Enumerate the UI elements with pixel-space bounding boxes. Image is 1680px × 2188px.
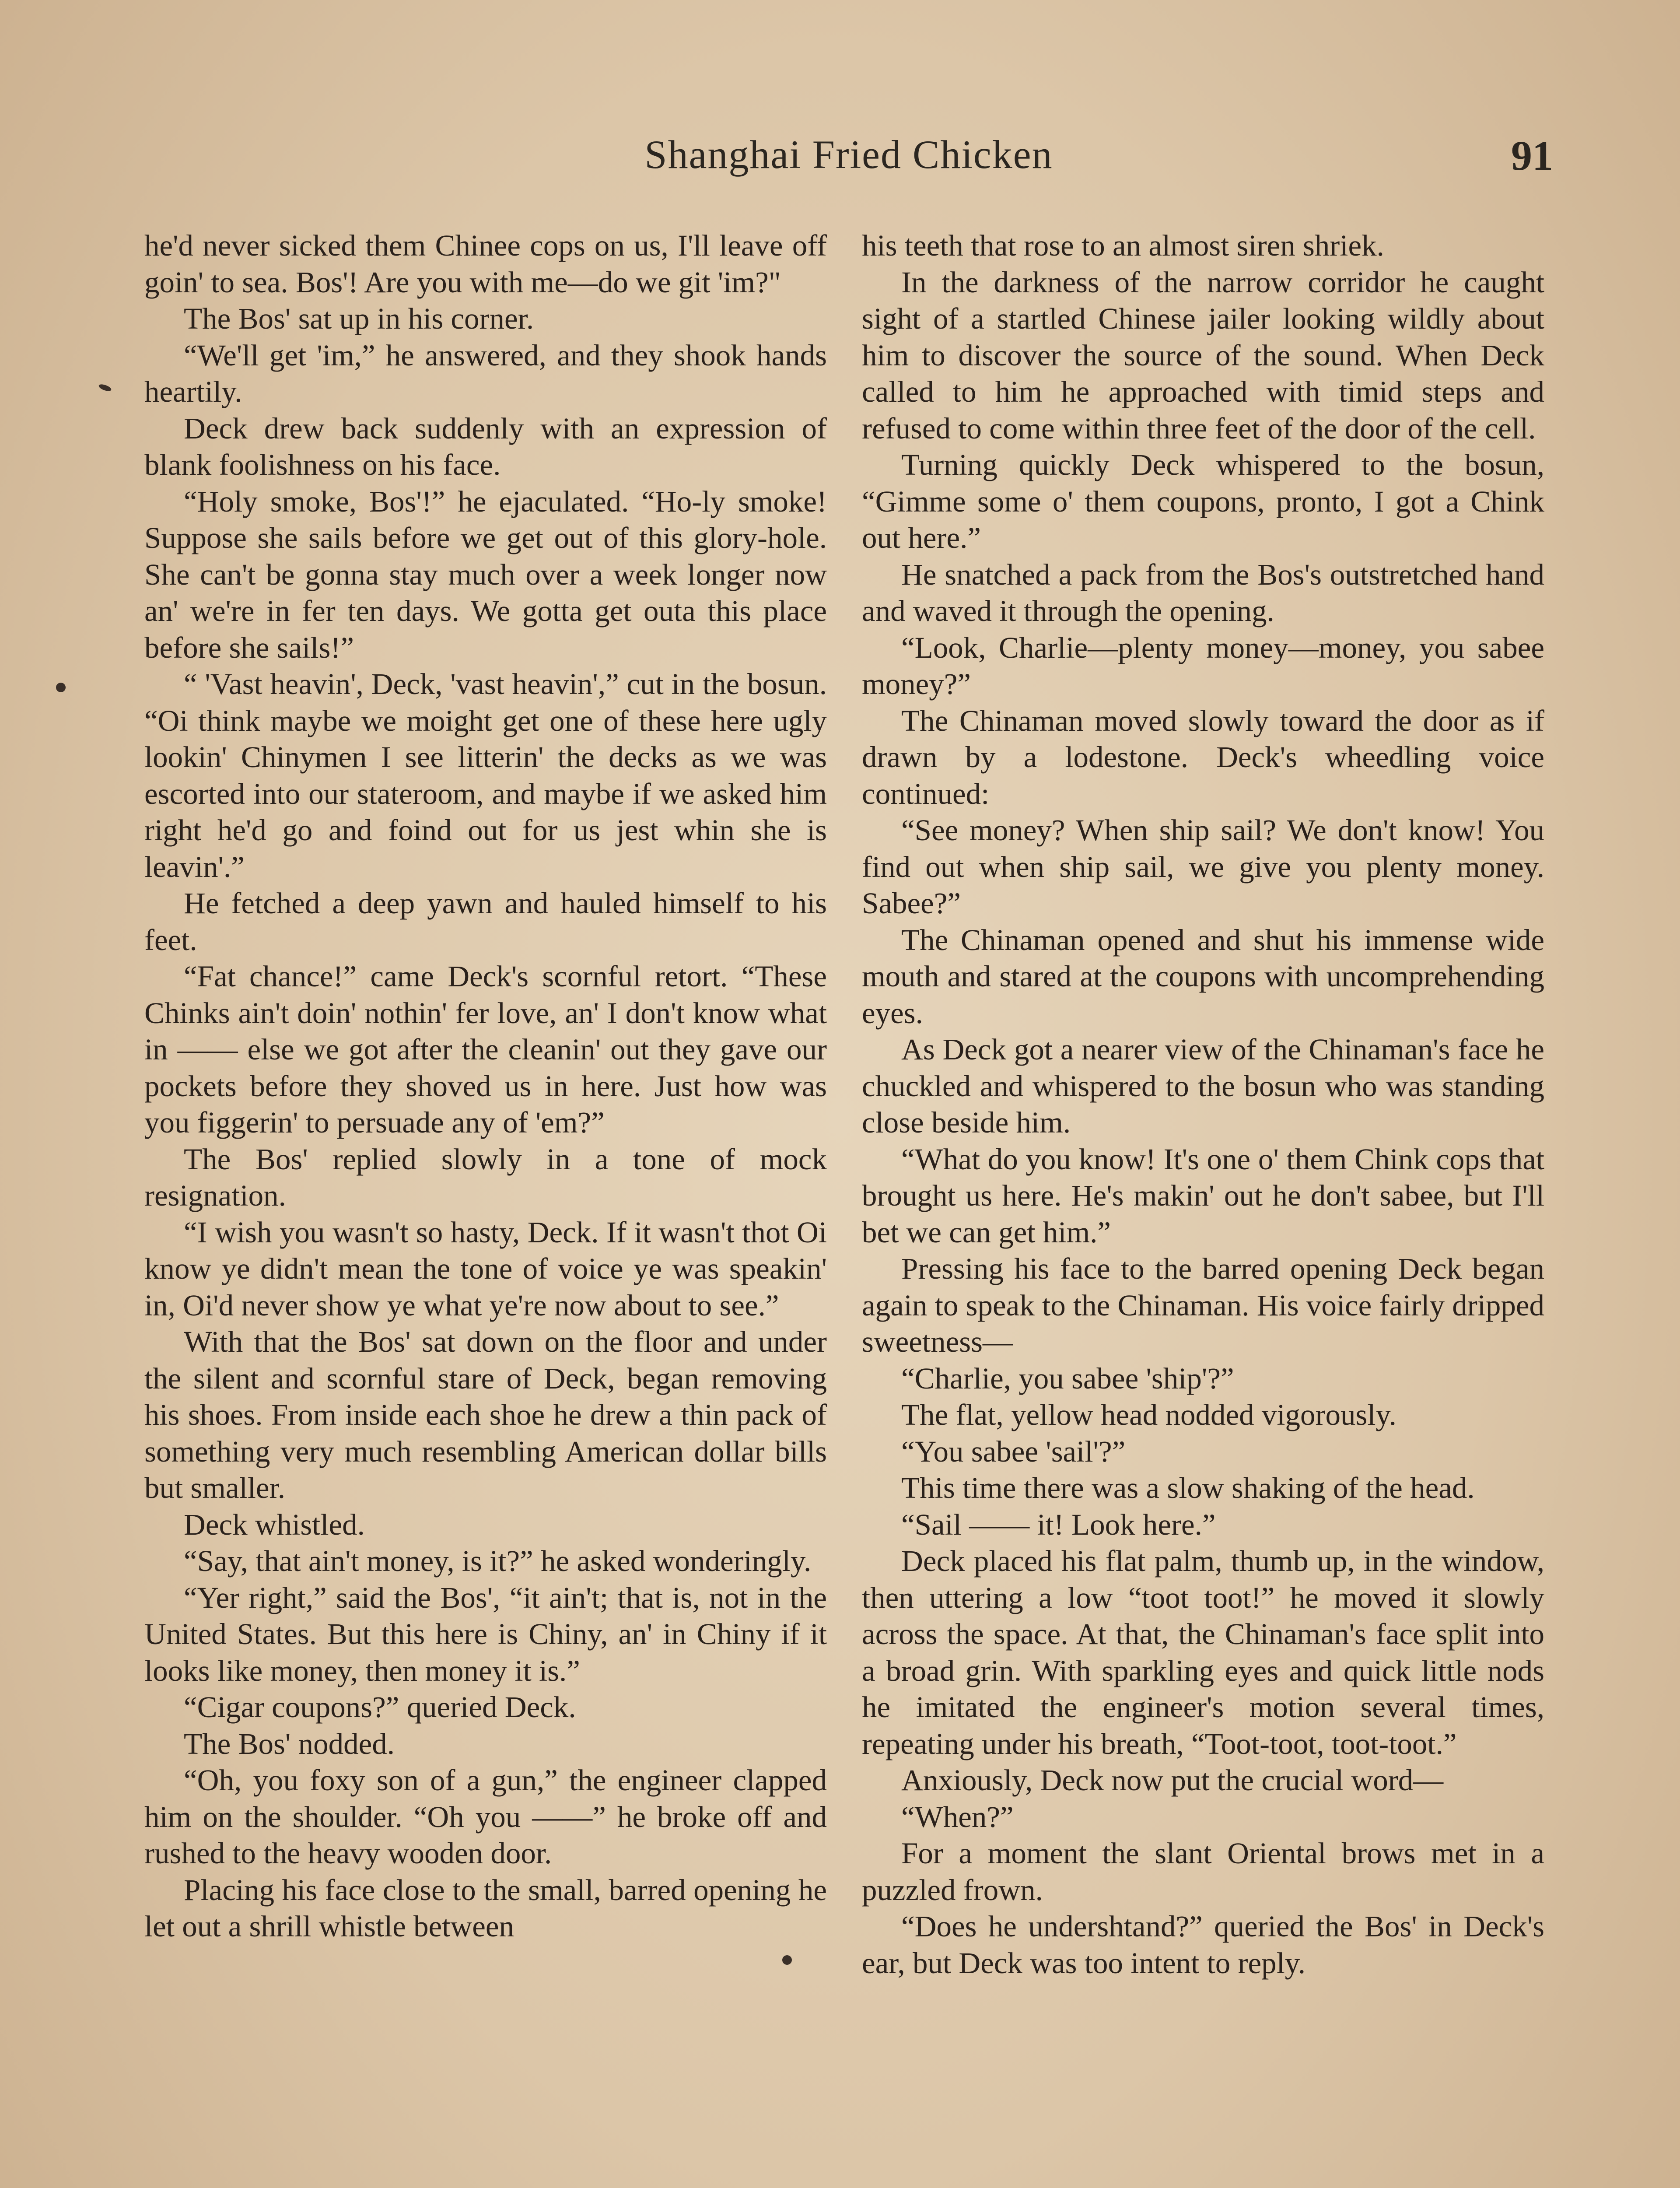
left-text-column: [144, 228, 827, 2188]
paragraph: Deck whistled.: [184, 1508, 365, 1541]
paragraph: He fetched a deep yawn and hauled himself to his feet.: [144, 887, 827, 957]
paragraph: “Does he undershtand?” queried the Bos' in Deck's ear, but Deck was too intent to reply.: [862, 1910, 1544, 1980]
paper-speck: [98, 383, 112, 393]
paragraph: This time there was a slow shaking of the head.: [901, 1471, 1475, 1504]
paragraph: “Say, that ain't money, is it?” he asked wonderingly.: [184, 1544, 812, 1578]
paragraph: “Holy smoke, Bos'!” he ejaculated. “Ho-ly smoke! Suppose she sails before we get out of this glory-hole. She can't be gonna stay much over a week longer now an' we're in fer ten days. We gotta get outa this place before she sails!”: [144, 484, 827, 664]
paragraph: The Chinaman opened and shut his immense wide mouth and stared at the coupons with uncomprehending eyes.: [862, 923, 1544, 1030]
paragraph: With that the Bos' sat down on the floor and under the silent and scornful stare of Deck, began removing his shoes. From inside each shoe he drew a thin pack of something very much resembling American dollar bills but smaller.: [144, 1325, 827, 1504]
paragraph: In the darkness of the narrow corridor he caught sight of a startled Chinese jailer looking wildly about him to discover the source of the sound. When Deck called to him he approached with timid steps and refused to come within three feet of the door of the cell.: [862, 265, 1544, 445]
paragraph: “We'll get 'im,” he answered, and they shook hands heartily.: [144, 338, 827, 408]
paragraph: “When?”: [901, 1800, 1014, 1834]
paragraph: Deck placed his flat palm, thumb up, in the window, then uttering a low “toot toot!” he moved it slowly across the space. At that, the Chinaman's face split into a broad grin. With sparkling eyes and quick little nods he imitated the engineer's motion several times, repeating under his breath, “Toot-toot, toot-toot.”: [862, 1544, 1544, 1760]
paragraph: Pressing his face to the barred opening Deck began again to speak to the Chinaman. His voice fairly dripped sweetness—: [862, 1252, 1544, 1358]
page-header: [144, 131, 1553, 193]
paragraph: For a moment the slant Oriental brows met in a puzzled frown.: [862, 1837, 1544, 1907]
paper-speck: [782, 1955, 792, 1965]
paragraph: “Look, Charlie—plenty money—money, you sabee money?”: [862, 631, 1544, 701]
paragraph: his teeth that rose to an almost siren shriek.: [862, 229, 1384, 262]
paragraph: The flat, yellow head nodded vigorously.: [901, 1398, 1396, 1431]
paragraph: “What do you know! It's one o' them Chink cops that brought us here. He's makin' out he don't sabee, but I'll bet we can get him.”: [862, 1142, 1544, 1249]
paragraph: “See money? When ship sail? We don't know! You find out when ship sail, we give you plenty money. Sabee?”: [862, 813, 1544, 920]
right-text-column: [862, 228, 1544, 2188]
paragraph: he'd never sicked them Chinee cops on us, I'll leave off goin' to sea. Bos'! Are you with me—do we git 'im?": [144, 229, 827, 299]
paragraph: The Bos' replied slowly in a tone of mock resignation.: [144, 1142, 827, 1212]
paragraph: Placing his face close to the small, barred opening he let out a shrill whistle between: [144, 1873, 827, 1943]
paragraph: The Chinaman moved slowly toward the door as if drawn by a lodestone. Deck's wheedling voice continued:: [862, 704, 1544, 810]
paragraph: “Yer right,” said the Bos', “it ain't; that is, not in the United States. But this here is Chiny, an' in Chiny if it looks like money, then money it is.”: [144, 1581, 827, 1687]
paragraph: As Deck got a nearer view of the Chinaman's face he chuckled and whispered to the bosun who was standing close beside him.: [862, 1033, 1544, 1139]
paragraph: “Oh, you foxy son of a gun,” the engineer clapped him on the shoulder. “Oh you ——” he broke off and rushed to the heavy wooden door.: [144, 1764, 827, 1870]
paragraph: “Cigar coupons?” queried Deck.: [184, 1690, 576, 1724]
running-title: Shanghai Fried Chicken: [644, 132, 1053, 177]
paragraph: Deck drew back suddenly with an expression of blank foolishness on his face.: [144, 411, 827, 481]
paragraph: “I wish you wasn't so hasty, Deck. If it wasn't thot Oi know ye didn't mean the tone of voice ye was speakin' in, Oi'd never show ye what ye're now about to see.”: [144, 1215, 827, 1322]
paragraph: Turning quickly Deck whispered to the bosun, “Gimme some o' them coupons, pronto, I got a Chink out here.”: [862, 448, 1544, 554]
paper-speck: [56, 683, 66, 692]
paragraph: Anxiously, Deck now put the crucial word—: [901, 1764, 1444, 1797]
paragraph: He snatched a pack from the Bos's outstretched hand and waved it through the opening.: [862, 558, 1544, 628]
paragraph: “ 'Vast heavin', Deck, 'vast heavin',” cut in the bosun. “Oi think maybe we moight get one of these here ugly lookin' Chinymen I see litterin' the decks as we was escorted into our stateroom, and maybe if we asked him right he'd go and foind out for us jest whin she is leavin'.”: [144, 667, 827, 884]
paragraph: “Charlie, you sabee 'ship'?”: [901, 1361, 1234, 1395]
page-number: 91: [1511, 132, 1553, 179]
paragraph: The Bos' nodded.: [184, 1727, 395, 1760]
paragraph: “Fat chance!” came Deck's scornful retort. “These Chinks ain't doin' nothin' fer love, an' I don't know what in —— else we got after the cleanin' out they gave our pockets before they shoved us in here. Just how was you figgerin' to persuade any of 'em?”: [144, 960, 827, 1139]
paragraph: “You sabee 'sail'?”: [901, 1434, 1126, 1468]
paragraph: “Sail —— it! Look here.”: [901, 1508, 1216, 1541]
paragraph: The Bos' sat up in his corner.: [184, 302, 534, 335]
